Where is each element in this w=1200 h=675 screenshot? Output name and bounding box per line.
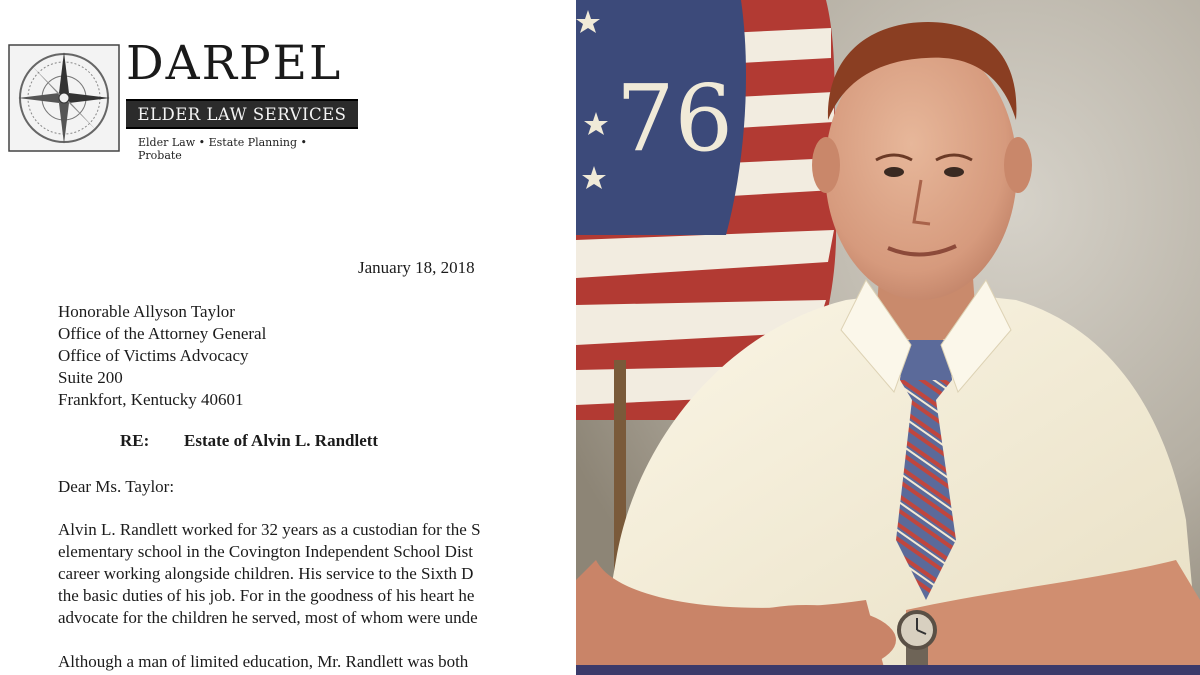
letter-date: January 18, 2018 <box>358 258 475 277</box>
address-line: Office of Victims Advocacy <box>58 346 249 365</box>
letter-document <box>0 0 576 675</box>
flag-number: 76 <box>616 65 734 172</box>
address-line: Frankfort, Kentucky 40601 <box>58 390 244 409</box>
address-line: Suite 200 <box>58 368 123 387</box>
body-text-line: Alvin L. Randlett worked for 32 years as a custodian for the S <box>58 520 481 539</box>
hand <box>716 605 896 675</box>
portrait-illustration <box>576 0 1200 675</box>
body-text-line: Although a man of limited education, Mr. Randlett was both <box>58 652 469 671</box>
portrait-photo <box>576 0 1200 675</box>
salutation: Dear Ms. Taylor: <box>58 477 175 496</box>
body-text-line: career working alongside children. His service to the Sixth D <box>58 564 474 583</box>
brand-subtitle: ELDER LAW SERVICES <box>126 99 358 129</box>
body-text-line: advocate for the children he served, most of whom were unde <box>58 608 478 627</box>
body-text-line: the basic duties of his job. For in the goodness of his heart he <box>58 586 475 605</box>
compass-seal-logo <box>8 44 120 152</box>
re-subject: Estate of Alvin L. Randlett <box>184 431 379 450</box>
address-line: Office of the Attorney General <box>58 324 267 343</box>
body-text-line: elementary school in the Covington Independent School Dist <box>58 542 474 561</box>
address-line: Honorable Allyson Taylor <box>58 302 235 321</box>
re-label: RE: <box>120 431 150 450</box>
brand-tagline: Elder Law • Estate Planning • Probate <box>138 136 307 162</box>
brand-name: DARPEL <box>126 36 343 91</box>
